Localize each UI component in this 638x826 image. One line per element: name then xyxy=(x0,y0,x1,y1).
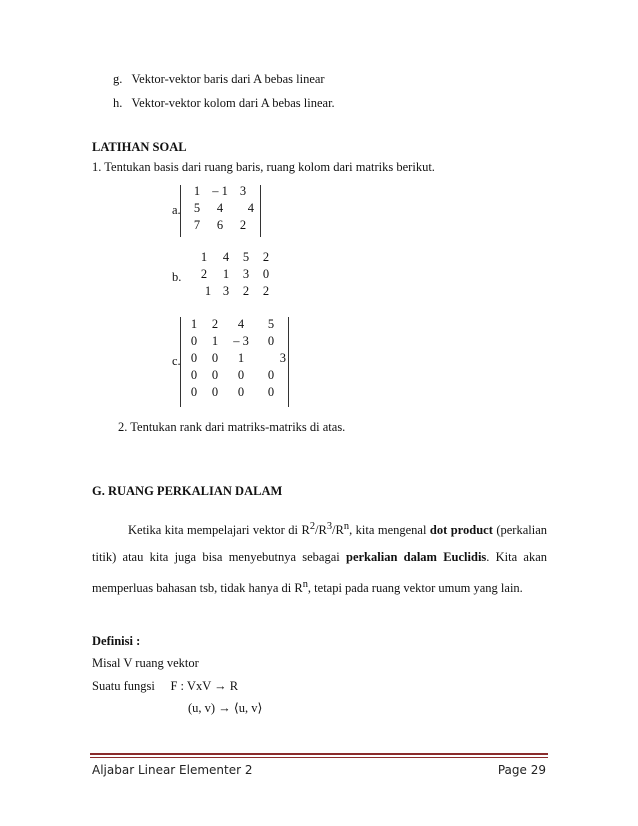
matrix-cell: 0 xyxy=(262,267,270,281)
matrix-cell: 0 xyxy=(211,368,219,382)
matrix-cell: 4 xyxy=(247,201,254,215)
matrix-cell: 1 xyxy=(237,351,245,365)
matrix-cell: 3 xyxy=(242,267,250,281)
matrix-c-label: c. xyxy=(172,354,181,368)
matrix-cell: 4 xyxy=(222,250,230,264)
question-2: 2. Tentukan rank dari matriks-matriks di atas. xyxy=(118,420,346,434)
matrix-cell: 2 xyxy=(242,284,250,298)
matrix-cell: 5 xyxy=(267,317,275,331)
matrix-a xyxy=(180,183,254,234)
matrix-cell: 0 xyxy=(267,385,275,399)
bracket-left xyxy=(180,185,185,237)
section-g-heading: G. RUANG PERKALIAN DALAM xyxy=(92,484,283,498)
matrix-cell: 0 xyxy=(237,368,245,382)
bold-term: perkalian dalam Euclidis xyxy=(346,550,487,565)
matrix-cell: – 1 xyxy=(212,184,228,198)
definisi-line-3: (u, v) → ⟨u, v⟩ xyxy=(188,701,263,715)
matrix-cell: – 3 xyxy=(233,334,249,348)
matrix-cell: 2 xyxy=(262,250,270,264)
text-run: , tetapi pada ruang vektor umum yang lain. xyxy=(307,581,523,596)
superscript: 3 xyxy=(326,521,333,532)
matrix-cell: 4 xyxy=(237,317,245,331)
footer-rule-thin xyxy=(90,757,548,758)
text-run: (perkalian titik) atau kita juga bisa menyebutnya sebagai xyxy=(92,523,547,565)
matrix-cell: 5 xyxy=(242,250,250,264)
matrix-cell: 1 xyxy=(190,317,198,331)
matrix-cell: 3 xyxy=(222,284,230,298)
text-run: . Kita akan memperluas bahasan tsb, tidak hanya di R xyxy=(92,550,547,596)
definisi-line-1: Misal V ruang vektor xyxy=(92,656,199,670)
footer-rule xyxy=(90,753,548,755)
superscript: 2 xyxy=(309,521,316,532)
section-g-paragraph xyxy=(92,513,547,602)
matrix-cell: 1 xyxy=(200,250,208,264)
list-text: Vektor-vektor kolom dari A bebas linear. xyxy=(131,96,335,110)
page-number: Page 29 xyxy=(497,763,546,777)
matrix-cell: 2 xyxy=(211,317,219,331)
text-run: /R xyxy=(332,523,344,538)
text-run: /R xyxy=(315,523,327,538)
list-item-h xyxy=(113,96,335,111)
matrix-cell: 1 xyxy=(222,267,230,281)
matrix-cell: 2 xyxy=(239,218,247,232)
matrix-cell: 2 xyxy=(262,284,270,298)
text-run: Ketika kita mempelajari vektor di R xyxy=(128,523,310,538)
matrix-c xyxy=(180,316,286,401)
matrix-cell: 6 xyxy=(216,218,224,232)
matrix-cell: 5 xyxy=(193,201,201,215)
matrix-cell: 0 xyxy=(190,334,198,348)
matrix-cell: 0 xyxy=(190,385,198,399)
matrix-cell: 0 xyxy=(211,351,219,365)
matrix-cell: 1 xyxy=(211,334,219,348)
superscript: n xyxy=(302,579,308,591)
matrix-cell: 1 xyxy=(193,184,201,198)
bold-term: dot product xyxy=(429,523,493,538)
matrix-cell: 4 xyxy=(216,201,224,215)
latihan-heading: LATIHAN SOAL xyxy=(92,140,187,154)
question-1: 1. Tentukan basis dari ruang baris, ruang kolom dari matriks berikut. xyxy=(92,160,435,174)
matrix-a-label: a. xyxy=(172,203,181,217)
bracket-left xyxy=(180,317,185,407)
matrix-b xyxy=(180,249,276,300)
matrix-cell: 0 xyxy=(267,334,275,348)
bracket-right xyxy=(256,185,261,237)
definisi-line-2: Suatu fungsi F : VxV → R xyxy=(92,679,239,693)
list-marker: h. xyxy=(113,96,123,110)
text-run: , kita mengenal xyxy=(349,523,430,538)
matrix-b-label: b. xyxy=(172,270,182,284)
list-item-g xyxy=(113,72,325,87)
matrix-cell: 0 xyxy=(190,351,198,365)
matrix-cell: 7 xyxy=(193,218,201,232)
matrix-cell: 3 xyxy=(279,351,286,365)
superscript: n xyxy=(343,521,350,532)
bracket-right xyxy=(284,317,289,407)
matrix-cell: 2 xyxy=(200,267,208,281)
matrix-cell: 0 xyxy=(190,368,198,382)
definisi-heading: Definisi : xyxy=(92,634,141,648)
matrix-cell: 0 xyxy=(237,385,245,399)
list-marker: g. xyxy=(113,72,123,86)
list-text: Vektor-vektor baris dari A bebas linear xyxy=(131,72,325,86)
footer-title: Aljabar Linear Elementer 2 xyxy=(92,763,253,777)
matrix-cell: 1 xyxy=(204,284,212,298)
matrix-cell: 3 xyxy=(239,184,247,198)
matrix-cell: 0 xyxy=(211,385,219,399)
matrix-cell: 0 xyxy=(267,368,275,382)
